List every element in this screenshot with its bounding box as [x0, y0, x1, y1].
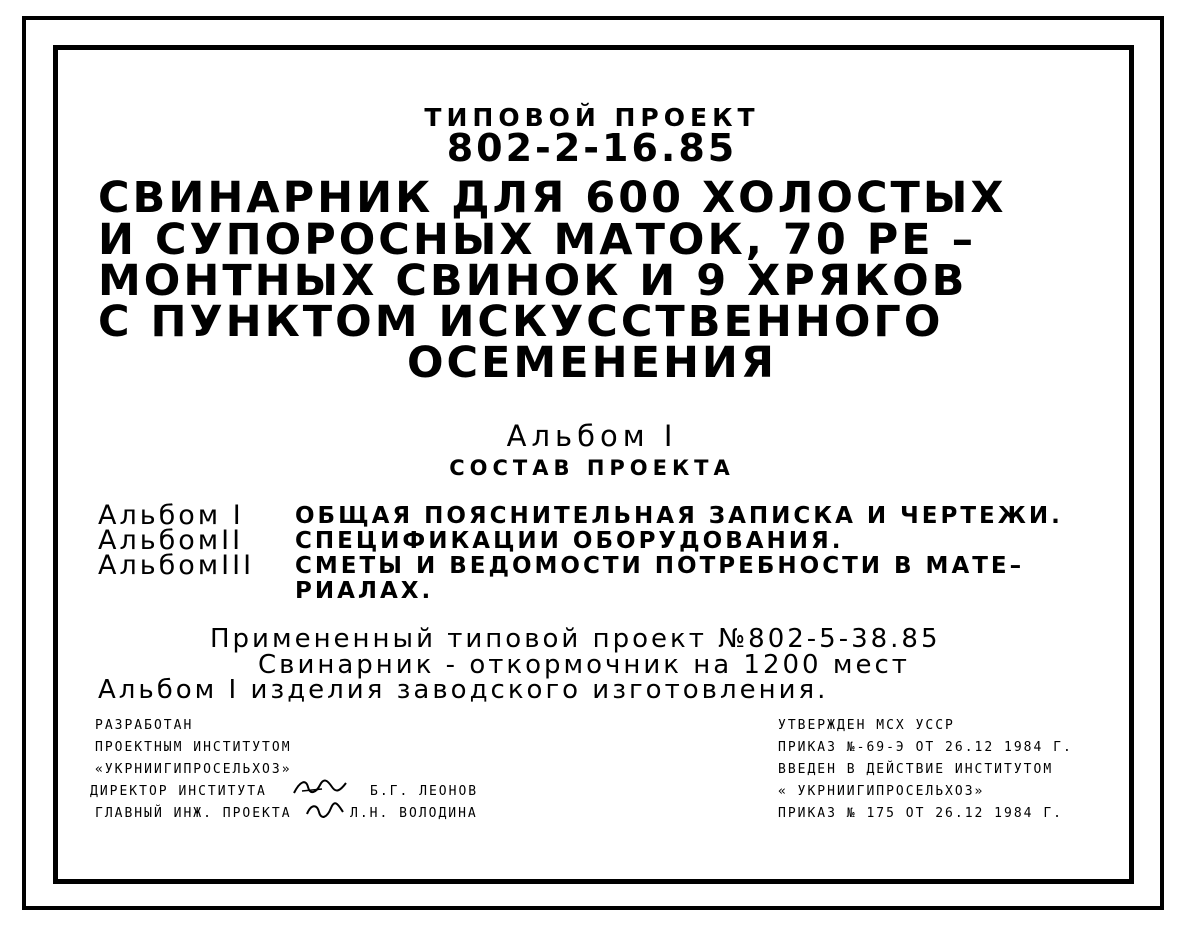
title-line-4: С ПУНКТОМ ИСКУССТВЕННОГО	[98, 297, 944, 347]
developer-line-3: «УКРНИИГИПРОСЕЛЬХОЗ»	[95, 762, 292, 777]
chief-engineer-signature	[305, 800, 345, 824]
developer-line-1: РАЗРАБОТАН	[95, 718, 194, 733]
developer-line-2: ПРОЕКТНЫМ ИНСТИТУТОМ	[95, 740, 292, 755]
approval-line-4: « УКРНИИГИПРОСЕЛЬХОЗ»	[778, 784, 985, 799]
composition-heading: СОСТАВ ПРОЕКТА	[449, 456, 735, 480]
approval-line-5: ПРИКАЗ № 175 ОТ 26.12 1984 Г.	[778, 806, 1063, 821]
director-signature-mark	[292, 777, 350, 797]
approval-line-2: ПРИКАЗ №-69-Э ОТ 26.12 1984 Г.	[778, 740, 1073, 755]
album-label-1: Альбом I	[98, 500, 244, 531]
director-label: ДИРЕКТОР ИНСТИТУТА	[90, 784, 267, 799]
chief-engineer-signature-mark	[305, 800, 345, 820]
director-signature	[292, 777, 350, 801]
chief-engineer-name: Л.Н. ВОЛОДИНА	[350, 806, 478, 821]
album-label-2: АльбомII	[98, 525, 244, 556]
album-text-2: СПЕЦИФИКАЦИИ ОБОРУДОВАНИЯ.	[295, 528, 844, 554]
title-line-2: И СУПОРОСНЫХ МАТОК, 70 РЕ –	[98, 215, 977, 265]
album-title: Альбом I	[506, 419, 678, 453]
project-type-label: ТИПОВОЙ ПРОЕКТ	[424, 103, 760, 132]
album-text-1: ОБЩАЯ ПОЯСНИТЕЛЬНАЯ ЗАПИСКА И ЧЕРТЕЖИ.	[295, 503, 1063, 529]
approval-line-3: ВВЕДЕН В ДЕЙСТВИЕ ИНСТИТУТОМ	[778, 762, 1054, 777]
applied-album-line: Альбом I изделия заводского изготовления.	[98, 675, 829, 705]
album-label-3: АльбомIII	[98, 550, 255, 581]
director-name: Б.Г. ЛЕОНОВ	[370, 784, 479, 799]
title-line-3: МОНТНЫХ СВИНОК И 9 ХРЯКОВ	[98, 256, 968, 306]
title-line-1: СВИНАРНИК ДЛЯ 600 ХОЛОСТЫХ	[98, 173, 1007, 223]
album-text-3: СМЕТЫ И ВЕДОМОСТИ ПОТРЕБНОСТИ В МАТЕ–	[295, 553, 1025, 579]
applied-building-line: Свинарник - откормочник на 1200 мест	[258, 650, 910, 680]
chief-engineer-label: ГЛАВНЫЙ ИНЖ. ПРОЕКТА	[95, 806, 292, 821]
album-text-4: РИАЛАХ.	[295, 578, 434, 604]
applied-project-line: Примененный типовой проект №802-5-38.85	[210, 624, 941, 654]
approval-line-1: УТВЕРЖДЕН МСХ УССР	[778, 718, 955, 733]
title-line-5: ОСЕМЕНЕНИЯ	[406, 338, 778, 388]
project-number: 802-2-16.85	[446, 126, 738, 170]
